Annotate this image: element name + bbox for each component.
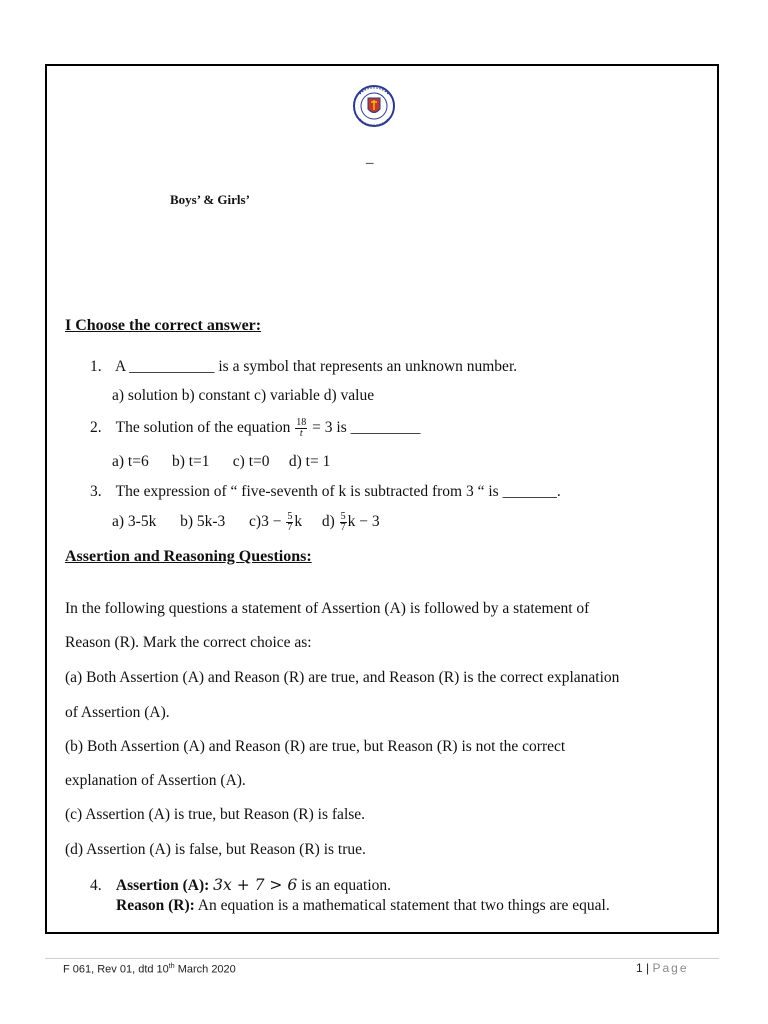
assertion-math: 3x + 7 > 6 bbox=[213, 876, 298, 894]
fraction-numerator: 5 bbox=[340, 511, 346, 522]
fraction-denominator: 7 bbox=[287, 522, 293, 533]
question-2-options: a) t=6 b) t=1 c) t=0 d) t= 1 bbox=[112, 453, 331, 470]
fraction bbox=[295, 418, 307, 439]
question-text-after: = 3 is _________ bbox=[312, 419, 421, 437]
choice-a-line-2: of Assertion (A). bbox=[65, 704, 170, 721]
fraction-denominator: t bbox=[299, 428, 303, 439]
question-text: The solution of the equation bbox=[115, 419, 291, 437]
option-b: b) 5k-3 bbox=[180, 513, 226, 531]
school-crest-logo bbox=[350, 84, 398, 128]
option-a: a) 3-5k bbox=[112, 513, 157, 531]
option-c-pre: c)3 − bbox=[249, 513, 282, 531]
question-4-assertion bbox=[90, 876, 391, 895]
fraction bbox=[340, 512, 347, 533]
option-d-pre: d) bbox=[321, 513, 335, 531]
footer-divider bbox=[45, 958, 719, 959]
page-word: Page bbox=[652, 961, 689, 975]
intro-line-2: Reason (R). Mark the correct choice as: bbox=[65, 634, 312, 651]
fraction bbox=[286, 512, 293, 533]
footer-date-rest: March 2020 bbox=[174, 963, 236, 976]
reason-text: An equation is a mathematical statement that two things are equal. bbox=[194, 897, 610, 914]
header-subtitle: Boys’ & Girls’ bbox=[170, 192, 250, 207]
option-c-post: k bbox=[294, 513, 303, 531]
footer-page-number bbox=[636, 961, 689, 975]
choice-b-line-1: (b) Both Assertion (A) and Reason (R) are true, but Reason (R) is not the correct bbox=[65, 738, 566, 755]
question-3-options bbox=[112, 512, 380, 533]
question-number: 4. bbox=[90, 877, 102, 894]
question-number: 2. bbox=[90, 419, 102, 437]
footer-form-code-text: F 061, Rev 01, dtd 10 bbox=[63, 963, 169, 976]
question-number: 1. bbox=[90, 358, 102, 375]
question-number: 3. bbox=[90, 483, 102, 500]
page-separator: | bbox=[642, 961, 653, 975]
choice-b-line-2: explanation of Assertion (A). bbox=[65, 772, 246, 789]
question-text: The expression of “ five-seventh of k is subtracted from 3 “ is _______. bbox=[115, 483, 561, 500]
fraction-denominator: 7 bbox=[340, 522, 346, 533]
footer-form-code bbox=[63, 963, 236, 976]
section-heading-choose: I Choose the correct answer: bbox=[65, 317, 262, 334]
fraction-numerator: 5 bbox=[287, 511, 293, 522]
question-text: A ___________ is a symbol that represents an unknown number. bbox=[115, 358, 518, 375]
footer-date-sup: th bbox=[168, 963, 175, 970]
question-4-reason bbox=[116, 897, 610, 915]
section-heading-assertion: Assertion and Reasoning Questions: bbox=[65, 548, 312, 565]
choice-c: (c) Assertion (A) is true, but Reason (R) is false. bbox=[65, 806, 366, 823]
question-2 bbox=[90, 418, 420, 439]
option-d-post: k − 3 bbox=[347, 513, 380, 531]
question-1 bbox=[90, 358, 517, 376]
choice-a-line-1: (a) Both Assertion (A) and Reason (R) are true, and Reason (R) is the correct explanation bbox=[65, 669, 620, 686]
assertion-rest: is an equation. bbox=[297, 877, 392, 894]
assertion-label: Assertion (A): bbox=[115, 877, 210, 894]
question-3 bbox=[90, 483, 561, 501]
fraction-numerator: 18 bbox=[296, 417, 307, 428]
intro-line-1: In the following questions a statement of Assertion (A) is followed by a statement of bbox=[65, 600, 590, 617]
page-number: 1 bbox=[636, 961, 643, 975]
question-1-options: a) solution b) constant c) variable d) value bbox=[112, 387, 375, 404]
choice-d: (d) Assertion (A) is false, but Reason (R) is true. bbox=[65, 841, 366, 858]
header-dash: _ bbox=[366, 150, 374, 166]
reason-label: Reason (R): bbox=[116, 897, 195, 914]
